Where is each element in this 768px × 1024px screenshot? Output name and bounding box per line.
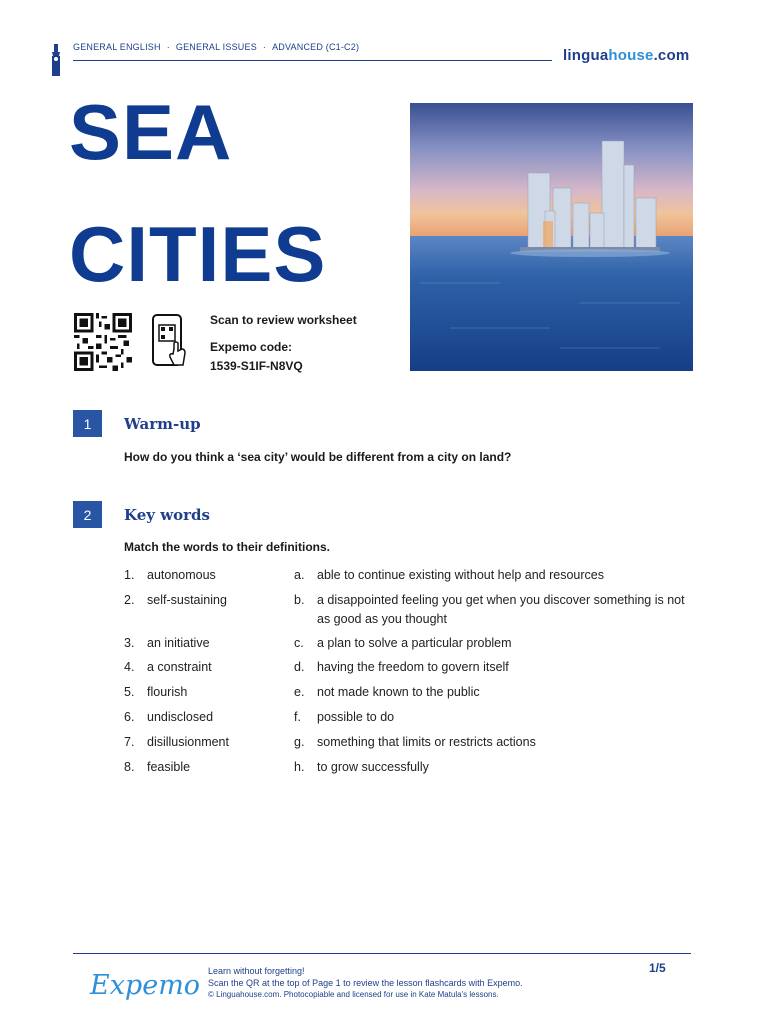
definition-item: to grow successfully <box>317 760 429 774</box>
word-number: 8. <box>124 760 135 774</box>
word-number: 7. <box>124 735 135 749</box>
word-item: an initiative <box>147 636 210 650</box>
word-number: 3. <box>124 636 135 650</box>
word-item: disillusionment <box>147 735 229 749</box>
page-title-line-2: CITIES <box>69 210 327 298</box>
section-2-number: 2 <box>73 501 102 528</box>
definition-letter: c. <box>294 636 304 650</box>
word-item: feasible <box>147 760 191 774</box>
scan-label: Scan to review worksheet <box>210 313 357 327</box>
definition-item: possible to do <box>317 710 395 724</box>
word-item: autonomous <box>147 568 216 582</box>
definition-item: something that limits or restricts actions <box>317 735 536 749</box>
definition-item: able to continue existing without help and resources <box>317 568 604 582</box>
section-1-number: 1 <box>73 410 102 437</box>
section-1-title: Warm-up <box>124 415 201 433</box>
word-number: 2. <box>124 593 135 607</box>
section-2-title: Key words <box>124 506 210 524</box>
phone-scan-icon <box>150 313 192 371</box>
definition-item: not made known to the public <box>317 685 480 699</box>
expemo-logo <box>88 962 201 1008</box>
footer-license: © Linguahouse.com. Photocopiable and licensed for use in Kate Matula's lessons. <box>208 990 499 999</box>
definition-item: having the freedom to govern itself <box>317 660 509 674</box>
definition-letter: h. <box>294 760 305 774</box>
footer-tagline: Learn without forgetting! <box>208 966 305 976</box>
expemo-code-value: 1539-S1IF-N8VQ <box>210 359 303 373</box>
footer-divider <box>73 953 691 954</box>
definition-letter: f. <box>294 710 301 724</box>
word-item: flourish <box>147 685 188 699</box>
hero-image-sea-city <box>410 103 693 371</box>
header-divider <box>73 60 552 61</box>
word-number: 4. <box>124 660 135 674</box>
page-number: 1/5 <box>649 961 666 975</box>
page-title-line-1: SEA <box>69 88 233 176</box>
definition-letter: a. <box>294 568 305 582</box>
definition-letter: d. <box>294 660 305 674</box>
breadcrumb-topic: GENERAL ISSUES <box>175 42 257 52</box>
big-ben-icon <box>49 44 63 76</box>
footer-instructions: Scan the QR at the top of Page 1 to review the lesson flashcards with Expemo. <box>208 978 523 988</box>
definition-letter: e. <box>294 685 305 699</box>
breadcrumb-difficulty: ADVANCED (C1-C2) <box>272 42 360 52</box>
word-number: 1. <box>124 568 135 582</box>
word-item: self-sustaining <box>147 593 227 607</box>
breadcrumb: GENERAL ENGLISH · GENERAL ISSUES · ADVANCED (C1-C2) <box>73 42 360 52</box>
qr-code[interactable] <box>73 313 133 371</box>
definition-item: a disappointed feeling you get when you discover something is not as good as you thought <box>317 593 685 626</box>
expemo-code-label: Expemo code: <box>210 340 293 354</box>
definition-letter: b. <box>294 593 305 607</box>
breadcrumb-level: GENERAL ENGLISH <box>73 42 161 52</box>
definition-letter: g. <box>294 735 305 749</box>
warm-up-question: How do you think a ‘sea city’ would be different from a city on land? <box>124 450 512 464</box>
word-item: a constraint <box>147 660 212 674</box>
word-number: 5. <box>124 685 135 699</box>
svg-text:Expemo: Expemo <box>90 970 201 1001</box>
key-words-instruction: Match the words to their definitions. <box>124 540 331 554</box>
definition-item: a plan to solve a particular problem <box>317 636 512 650</box>
word-item: undisclosed <box>147 710 214 724</box>
brand-logo: linguahouse.com <box>563 47 690 64</box>
word-number: 6. <box>124 710 135 724</box>
